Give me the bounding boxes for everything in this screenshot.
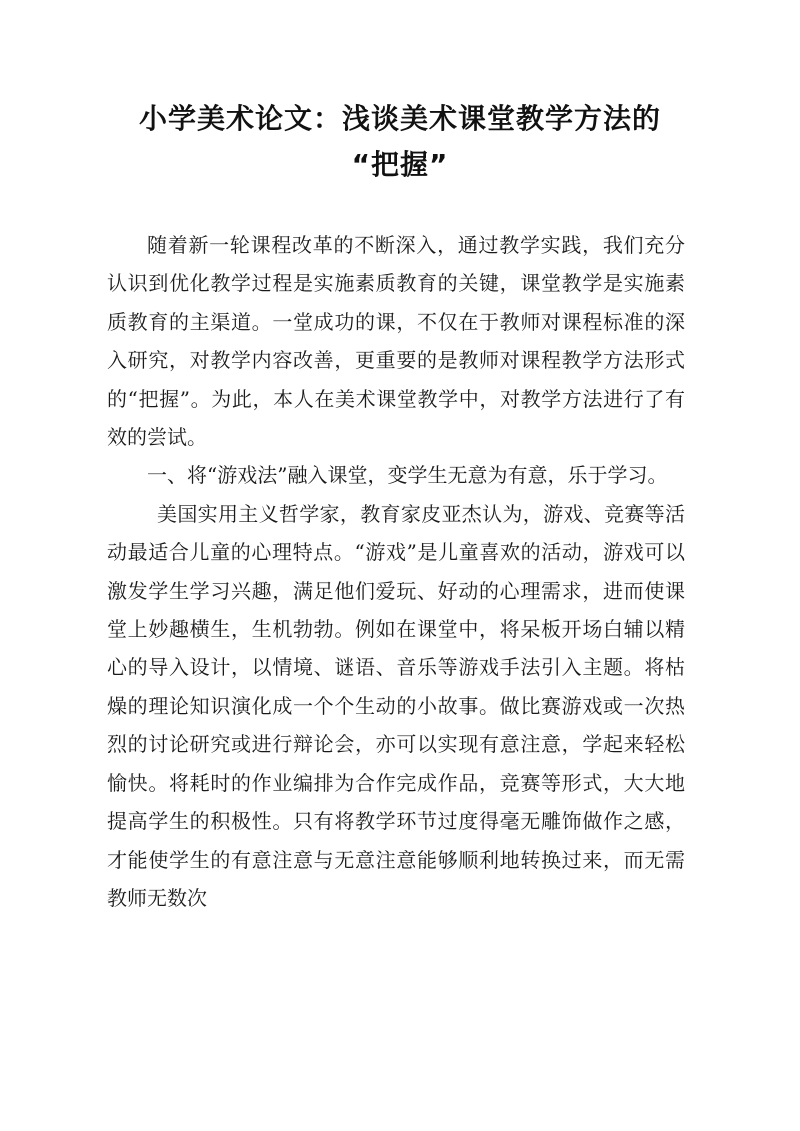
paragraph-intro: 随着新一轮课程改革的不断深入，通过教学实践，我们充分认识到优化教学过程是实施素质教育的关键，课堂教学是实施素质教育的主渠道。一堂成功的课，不仅在于教师对课程标准的深入研究，对教学内容改善，更重要的是教师对课程教学方法形式的“把握”。为此，本人在美术课堂教学中，对教学方法进行了有效的尝试。 [107,233,685,450]
paragraph-game-method: 美国实用主义哲学家，教育家皮亚杰认为，游戏、竞赛等活动最适合儿童的心理特点。“游戏”是儿童喜欢的活动，游戏可以激发学生学习兴趣，满足他们爱玩、好动的心理需求，进而使课堂上妙趣横生，生机勃勃。例如在课堂中，将呆板开场白辅以精心的导入设计，以情境、谜语、音乐等游戏手法引入主题。将枯燥的理论知识演化成一个个生动的小故事。做比赛游戏或一次热烈的讨论研究或进行辩论会，亦可以实现有意注意，学起来轻松愉快。将耗时的作业编排为合作完成作品，竞赛等形式，大大地提高学生的积极性。只有将教学环节过度得毫无雕饰做作之感，才能使学生的有意注意与无意注意能够顺利地转换过来，而无需教师无数次 [107,501,685,910]
title-line-1: 小学美术论文：浅谈美术课堂教学方法的 [138,102,661,135]
title-line-2: “把握” [351,148,449,181]
paragraph-section-heading: 一、将“游戏法”融入课堂，变学生无意为有意，乐于学习。 [147,463,668,488]
document-body [107,226,685,917]
document-title [100,96,700,188]
